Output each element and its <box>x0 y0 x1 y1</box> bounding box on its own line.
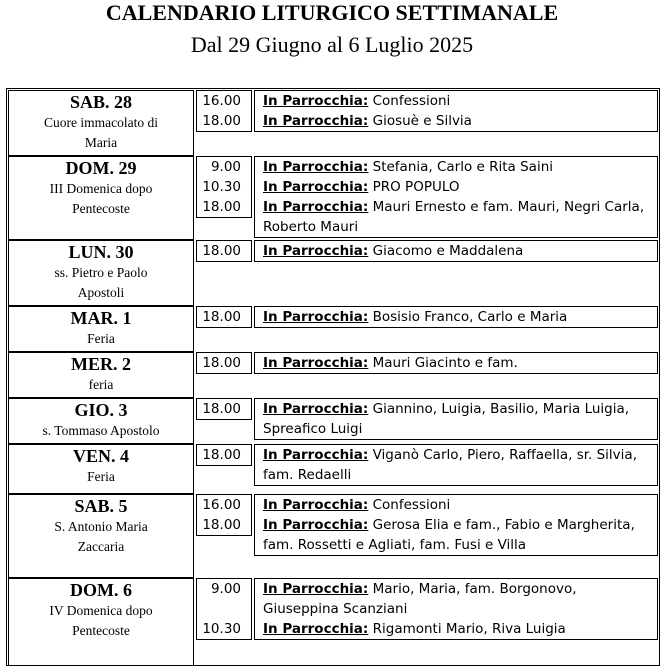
day-name: LUN. 30 <box>68 242 134 262</box>
mass-intention <box>263 91 653 111</box>
intention-text: Giosuè e Silvia <box>368 113 472 129</box>
intention-text: Confessioni <box>368 93 451 109</box>
day-description: Apostoli <box>77 285 125 300</box>
day-cell <box>8 398 194 444</box>
intentions-cell <box>254 306 658 328</box>
day-description: S. Antonio Maria <box>54 519 148 534</box>
times-cell <box>196 240 252 262</box>
mass-intention <box>263 399 653 439</box>
mass-intention <box>263 495 653 515</box>
intention-text: Confessioni <box>368 497 451 513</box>
location-label: In Parrocchia: <box>263 159 369 175</box>
liturgical-calendar-table <box>6 88 660 666</box>
location-label: In Parrocchia: <box>263 621 369 637</box>
day-description: feria <box>88 377 114 392</box>
intention-text: Mauri Ernesto e fam. Mauri, Negri Carla, Roberto Mauri <box>263 199 645 235</box>
calendar-row <box>7 155 659 239</box>
location-label: In Parrocchia: <box>263 447 369 463</box>
day-description: ss. Pietro e Paolo <box>54 265 148 280</box>
calendar-row <box>7 305 659 351</box>
mass-time <box>201 599 241 619</box>
mass-time: 18.00 <box>202 401 241 417</box>
mass-intention <box>263 445 653 485</box>
calendar-row <box>7 239 659 305</box>
mass-intention <box>263 579 653 619</box>
intention-text: Rigamonti Mario, Riva Luigia <box>368 621 566 637</box>
mass-intention <box>263 515 653 555</box>
day-cell <box>8 90 194 156</box>
day-name: DOM. 29 <box>65 158 137 178</box>
mass-intention <box>263 241 653 261</box>
times-cell <box>196 444 252 466</box>
day-description: s. Tommaso Apostolo <box>42 423 160 438</box>
location-label: In Parrocchia: <box>263 517 369 533</box>
calendar-row <box>7 89 659 155</box>
day-description: Pentecoste <box>72 201 130 216</box>
mass-time: 10.30 <box>202 621 241 637</box>
page-title: CALENDARIO LITURGICO SETTIMANALE <box>105 0 559 25</box>
location-label: In Parrocchia: <box>263 243 369 259</box>
day-cell <box>8 240 194 306</box>
intentions-cell <box>254 156 658 238</box>
times-cell <box>196 352 252 374</box>
location-label: In Parrocchia: <box>263 113 369 129</box>
mass-intention <box>263 307 653 327</box>
intentions-cell <box>254 578 658 640</box>
calendar-row <box>7 351 659 397</box>
mass-intention <box>263 353 653 373</box>
mass-time: 18.00 <box>202 113 241 129</box>
calendar-row <box>7 493 659 577</box>
mass-time: 18.00 <box>202 243 241 259</box>
location-label: In Parrocchia: <box>263 401 369 417</box>
day-description: Cuore immacolato di <box>44 115 158 130</box>
day-description: Pentecoste <box>72 623 130 638</box>
intentions-cell <box>254 240 658 262</box>
day-name: DOM. 6 <box>70 580 132 600</box>
mass-intention <box>263 197 653 237</box>
mass-time: 18.00 <box>202 309 241 325</box>
day-name: SAB. 5 <box>74 496 128 516</box>
calendar-row <box>7 577 659 665</box>
day-cell <box>8 306 194 352</box>
location-label: In Parrocchia: <box>263 355 369 371</box>
intention-text: Stefania, Carlo e Rita Saini <box>368 159 554 175</box>
intention-text: Giacomo e Maddalena <box>368 243 524 259</box>
mass-time: 18.00 <box>202 517 241 533</box>
day-cell <box>8 156 194 240</box>
intention-text: Mario, Maria, fam. Borgonovo, Giuseppina Scanziani <box>263 581 577 617</box>
calendar-row <box>7 443 659 493</box>
mass-time: 16.00 <box>202 497 241 513</box>
times-cell <box>196 494 252 536</box>
mass-time: 9.00 <box>210 159 241 175</box>
mass-time: 18.00 <box>202 447 241 463</box>
day-cell <box>8 444 194 494</box>
calendar-row <box>7 397 659 443</box>
location-label: In Parrocchia: <box>263 199 369 215</box>
intention-text: Gerosa Elia e fam., Fabio e Margherita, fam. Rossetti e Agliati, fam. Fusi e Villa <box>263 517 635 553</box>
day-name: VEN. 4 <box>72 446 129 466</box>
mass-intention <box>263 111 653 131</box>
day-description: Feria <box>87 331 115 346</box>
mass-time: 18.00 <box>202 355 241 371</box>
day-name: SAB. 28 <box>69 92 132 112</box>
mass-time: 10.30 <box>202 179 241 195</box>
day-cell <box>8 352 194 398</box>
page-subtitle: Dal 29 Giugno al 6 Luglio 2025 <box>190 32 474 57</box>
intentions-cell <box>254 352 658 374</box>
location-label: In Parrocchia: <box>263 93 369 109</box>
day-description: Feria <box>87 469 115 484</box>
intention-text: Viganò Carlo, Piero, Raffaella, sr. Silvia, fam. Redaelli <box>263 447 637 483</box>
times-cell <box>196 156 252 218</box>
day-description: Zaccaria <box>77 539 125 554</box>
times-cell <box>196 90 252 132</box>
day-name: MER. 2 <box>71 354 131 374</box>
day-name: MAR. 1 <box>70 308 132 328</box>
mass-intention <box>263 157 653 177</box>
mass-time: 18.00 <box>202 199 241 215</box>
intentions-cell <box>254 90 658 132</box>
intention-text: Giannino, Luigia, Basilio, Maria Luigia, Spreafico Luigi <box>263 401 630 437</box>
day-description: IV Domenica dopo <box>49 603 153 618</box>
intention-text: Bosisio Franco, Carlo e Maria <box>368 309 568 325</box>
day-cell <box>8 494 194 578</box>
intention-text: PRO POPULO <box>368 179 460 195</box>
location-label: In Parrocchia: <box>263 309 369 325</box>
mass-time: 16.00 <box>202 93 241 109</box>
mass-intention <box>263 619 653 639</box>
day-name: GIO. 3 <box>74 400 128 420</box>
times-cell <box>196 578 252 640</box>
times-cell <box>196 306 252 328</box>
mass-intention <box>263 177 653 197</box>
location-label: In Parrocchia: <box>263 179 369 195</box>
day-description: Maria <box>84 135 118 150</box>
day-description: III Domenica dopo <box>49 181 153 196</box>
intentions-cell <box>254 494 658 556</box>
day-cell <box>8 578 194 666</box>
location-label: In Parrocchia: <box>263 497 369 513</box>
intentions-cell <box>254 444 658 486</box>
times-cell <box>196 398 252 420</box>
mass-time: 9.00 <box>210 581 241 597</box>
intentions-cell <box>254 398 658 440</box>
location-label: In Parrocchia: <box>263 581 369 597</box>
intention-text: Mauri Giacinto e fam. <box>368 355 518 371</box>
